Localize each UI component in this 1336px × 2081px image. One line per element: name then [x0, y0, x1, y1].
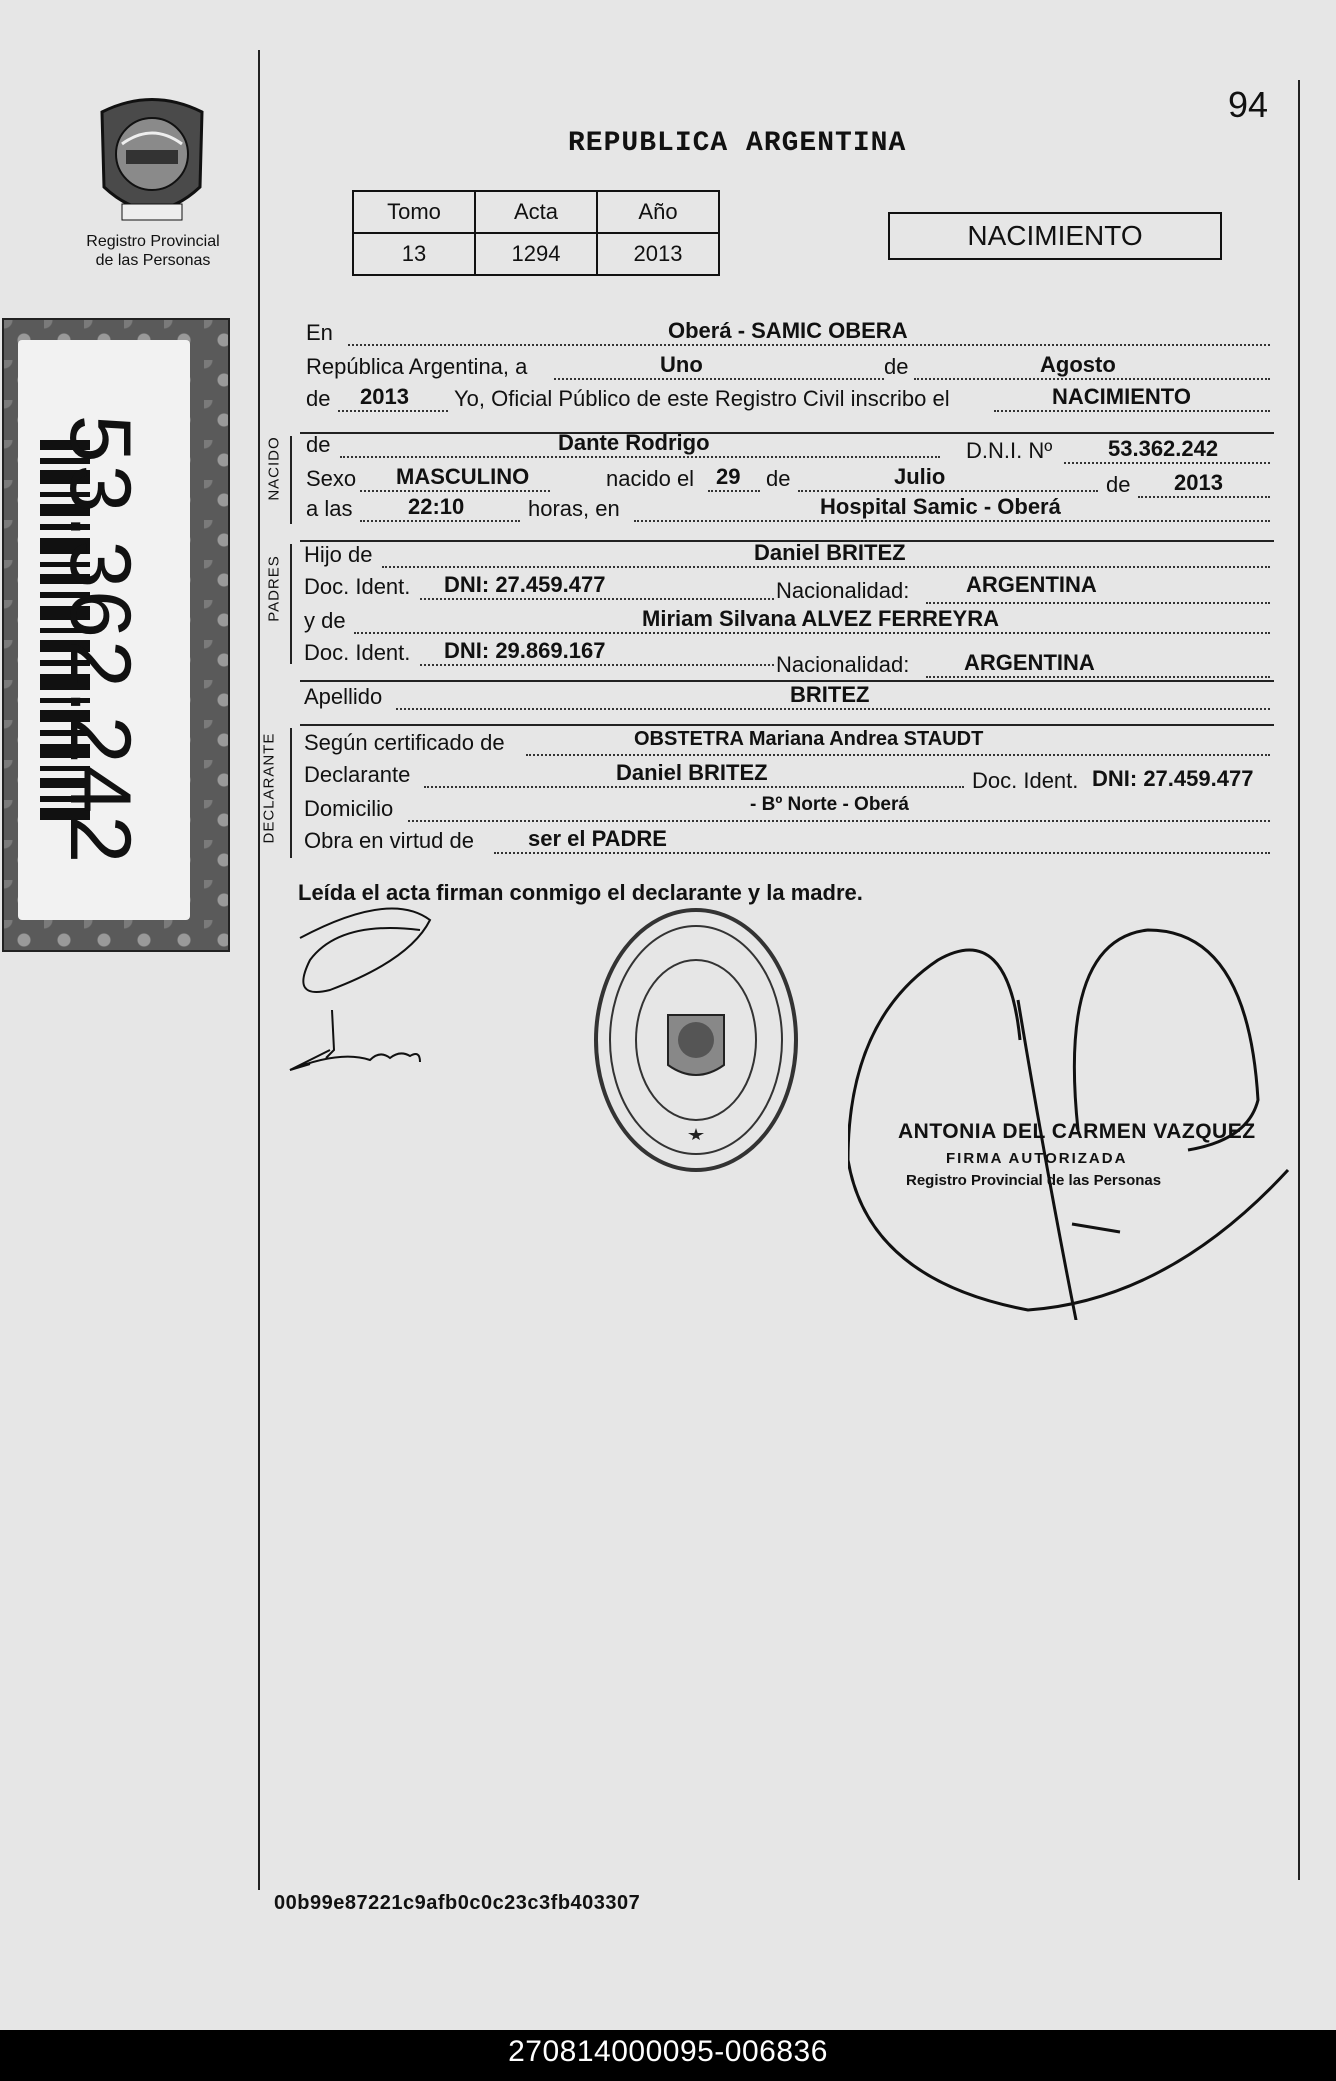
- republica-label: República Argentina, a: [306, 354, 528, 379]
- row-sex: [304, 466, 1270, 496]
- signature-icon: [270, 900, 450, 1120]
- place-value: Oberá - SAMIC OBERA: [668, 318, 908, 343]
- de-label: de: [306, 432, 331, 457]
- day-value: Uno: [660, 352, 703, 377]
- sexo-label: Sexo: [306, 466, 357, 491]
- doc-label: Doc. Ident.: [304, 574, 411, 599]
- alas-label: a las: [306, 496, 353, 521]
- authority-role: FIRMA AUTORIZADA: [946, 1150, 1128, 1167]
- de-label: de: [1106, 472, 1131, 497]
- en-label: En: [306, 320, 333, 345]
- record-table: [352, 190, 720, 276]
- table-header-row: [353, 191, 719, 233]
- dni-label: D.N.I. Nº: [966, 438, 1053, 463]
- row-date: [304, 354, 1270, 384]
- birth-time: 22:10: [408, 494, 465, 519]
- registry-label: [68, 232, 238, 270]
- nacionalidad-label: Nacionalidad:: [776, 578, 910, 603]
- child-dni: 53.362.242: [1108, 436, 1219, 461]
- mother-doc: DNI: 29.869.167: [444, 638, 606, 663]
- declarante-section-label: DECLARANTE: [260, 732, 278, 844]
- mother-nationality: ARGENTINA: [964, 650, 1095, 675]
- de-label: de: [766, 466, 791, 491]
- obra-label: Obra en virtud de: [304, 828, 474, 853]
- barcode-number: 53.362.242: [52, 414, 148, 866]
- address-value: - Bº Norte - Oberá: [750, 794, 909, 815]
- domicilio-label: Domicilio: [304, 796, 394, 821]
- row-declarant: [304, 762, 1270, 792]
- declarante-label: Declarante: [304, 762, 411, 787]
- sexo-value: MASCULINO: [396, 464, 530, 489]
- dotted-line: [798, 466, 1098, 492]
- row-father: [304, 542, 1270, 572]
- birth-day: 29: [716, 464, 741, 489]
- registry-line-1: Registro Provincial: [86, 233, 220, 250]
- row-name: [304, 432, 1270, 462]
- row-en: [304, 320, 1270, 350]
- birth-month: Julio: [894, 464, 946, 489]
- father-name: Daniel BRITEZ: [754, 540, 906, 565]
- dotted-line: [554, 354, 884, 380]
- row-certificate: [304, 730, 1270, 760]
- document-hash: 00b99e87221c9afb0c0c23c3fb403307: [274, 1892, 641, 1914]
- authority-org: Registro Provincial de las Personas: [906, 1172, 1162, 1189]
- padres-section-label: PADRES: [265, 555, 283, 622]
- nacionalidad-label: Nacionalidad:: [776, 652, 910, 677]
- birth-year: 2013: [1174, 470, 1223, 495]
- nacido-label: nacido el: [606, 466, 695, 491]
- table-header-cell: Tomo: [353, 191, 475, 233]
- certificate-value: OBSTETRA Mariana Andrea STAUDT: [634, 728, 984, 750]
- row-year: [304, 386, 1270, 416]
- table-header-cell: Acta: [475, 191, 597, 233]
- section-bracket: [290, 436, 292, 524]
- apellido-value: BRITEZ: [790, 682, 870, 707]
- de-label: de: [306, 386, 331, 411]
- row-time: [304, 496, 1270, 526]
- de-label: de: [884, 354, 909, 379]
- registry-stamp-icon: [588, 900, 804, 1180]
- right-margin-line: [1298, 80, 1300, 1880]
- nacido-section-label: NACIDO: [265, 436, 283, 501]
- apellido-label: Apellido: [304, 684, 383, 709]
- table-cell-acta: 1294: [475, 233, 597, 275]
- row-mother-doc: [304, 638, 1270, 677]
- row-mother: [304, 608, 1270, 638]
- crest-icon: [92, 92, 212, 232]
- father-nationality: ARGENTINA: [966, 572, 1097, 597]
- horas-label: horas, en: [528, 496, 620, 521]
- declarant-name: Daniel BRITEZ: [616, 760, 768, 785]
- margin-line: [258, 50, 260, 1890]
- declarant-doc: DNI: 27.459.477: [1092, 766, 1254, 791]
- doc-label: Doc. Ident.: [972, 768, 1079, 793]
- month-value: Agosto: [1040, 352, 1116, 377]
- document-type-box: NACIMIENTO: [888, 212, 1222, 260]
- closing-statement: Leída el acta firman conmigo el declarante y la madre.: [298, 880, 863, 905]
- section-bracket: [290, 544, 292, 664]
- footer-code: 270814000095-006836: [508, 2035, 828, 2068]
- table-cell-year: 2013: [597, 233, 719, 275]
- section-divider: [300, 724, 1274, 726]
- row-apellido: [304, 684, 1270, 714]
- section-divider: [300, 680, 1274, 682]
- authority-name: ANTONIA DEL CARMEN VAZQUEZ: [898, 1120, 1256, 1143]
- table-cell-tomo: 13: [353, 233, 475, 275]
- birth-place: Hospital Samic - Oberá: [820, 494, 1061, 519]
- row-address: [304, 796, 1270, 826]
- row-obra: [304, 828, 1270, 858]
- oficial-label: Yo, Oficial Público de este Registro Civil inscribo el: [454, 386, 950, 411]
- child-name: Dante Rodrigo: [558, 430, 710, 455]
- obra-value: ser el PADRE: [528, 826, 667, 851]
- certificado-label: Según certificado de: [304, 730, 505, 755]
- country-title: REPUBLICA ARGENTINA: [568, 128, 907, 159]
- year-value: 2013: [360, 384, 409, 409]
- table-row: [353, 233, 719, 275]
- row-father-doc: [304, 574, 1270, 604]
- registry-line-2: de las Personas: [95, 252, 211, 269]
- father-doc: DNI: 27.459.477: [444, 572, 606, 597]
- section-bracket: [290, 728, 292, 858]
- hijo-label: Hijo de: [304, 542, 373, 567]
- mother-name: Miriam Silvana ALVEZ FERREYRA: [642, 606, 999, 631]
- doc-label: Doc. Ident.: [304, 640, 411, 665]
- yde-label: y de: [304, 608, 346, 633]
- event-value: NACIMIENTO: [1052, 384, 1191, 409]
- table-header-cell: Año: [597, 191, 719, 233]
- page-number: 94: [1228, 84, 1269, 125]
